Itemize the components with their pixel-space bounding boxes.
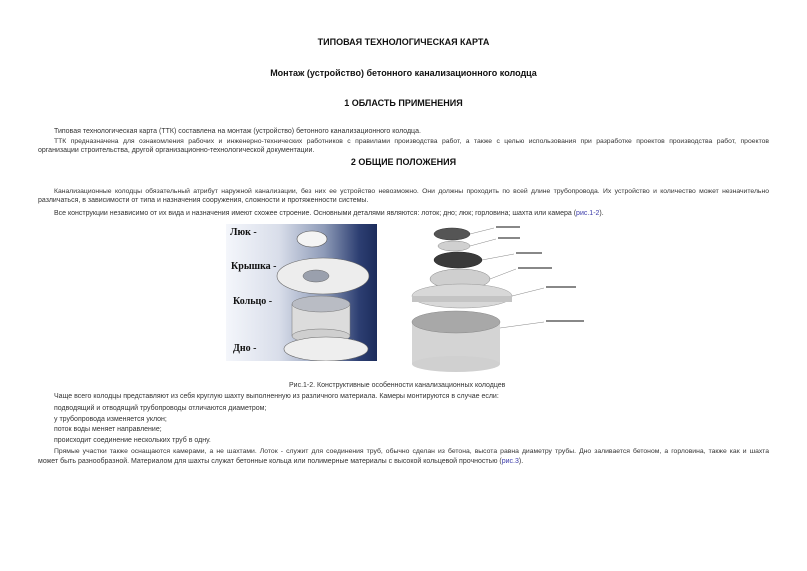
section-2-paragraph-2 <box>54 209 604 218</box>
manhole-frame-shape <box>438 241 470 251</box>
label-bottom: Дно - <box>233 343 257 354</box>
paragraph-text: может быть разнообразной. Материалом для шахты служат бетонные кольца или полимерные материалы с высокой кольцевой прочностью ( <box>38 458 502 465</box>
figure-1-2-link[interactable]: рис.1-2 <box>576 210 600 217</box>
document-title: ТИПОВАЯ ТЕХНОЛОГИЧЕСКАЯ КАРТА <box>317 37 490 47</box>
section-1-paragraph-2-cont: организации строительства, другой организационно-технологической документации. <box>38 147 315 154</box>
well-parts-illustration <box>226 224 377 361</box>
callout-label-marks <box>496 226 584 322</box>
bottom-slab-shape <box>284 337 368 361</box>
document-subtitle: Монтаж (устройство) бетонного канализационного колодца <box>270 68 537 78</box>
label-hatch: Люк - <box>230 227 257 238</box>
paragraph-end: ). <box>518 458 524 465</box>
list-item: у трубопровода изменяется уклон; <box>54 416 167 423</box>
manhole-cover-shape <box>434 228 470 240</box>
slab-edge-shape <box>412 296 512 302</box>
section-2-paragraph-3: Чаще всего колодцы представляют из себя круглую шахту выполненную из различного материала. Камеры монтируются в случае если: <box>54 393 499 400</box>
cover-opening-shape <box>303 270 329 282</box>
section-2-paragraph-4-cont <box>38 457 523 466</box>
section-1-paragraph-1: Типовая технологическая карта (ТТК) составлена на монтаж (устройство) бетонного канализационного колодца. <box>54 128 421 135</box>
ring-top-shape <box>292 296 350 312</box>
list-item: подводящий и отводящий трубопроводы отличаются диаметром; <box>54 405 267 412</box>
label-ring: Кольцо - <box>233 296 273 307</box>
section-2-paragraph-1: Канализационные колодцы обязательный атрибут наружной канализации, без них ее устройство невозможно. Они должны проходить по всей длине трубопровода. Их устройство и количество может незначительно <box>54 188 769 195</box>
list-item: поток воды меняет направление; <box>54 426 162 433</box>
section-2-heading: 2 ОБЩИЕ ПОЛОЖЕНИЯ <box>350 157 457 167</box>
hatch-shape <box>297 231 327 247</box>
section-1-heading: 1 ОБЛАСТЬ ПРИМЕНЕНИЯ <box>344 98 463 108</box>
well-parts-figure <box>226 224 377 361</box>
label-cover: Крышка - <box>231 261 277 272</box>
paragraph-text: Все конструкции независимо от их вида и назначения имеют схожее строение. Основными деталями являются: лоток; дно; люк; горловина; шахта или камера ( <box>54 210 577 217</box>
paragraph-end: ). <box>599 210 604 217</box>
figure-caption: Рис.1-2. Конструктивные особенности канализационных колодцев <box>289 382 506 389</box>
section-2-paragraph-1-cont: различаться, в зависимости от типа и назначения сооружения, сложности и протяженности системы. <box>38 197 369 204</box>
list-item: происходит соединение нескольких труб в одну. <box>54 437 211 444</box>
ring-base-shape <box>412 356 500 372</box>
support-ring-shape <box>434 252 482 268</box>
figure-3-link[interactable]: рис.3 <box>501 458 519 465</box>
well-components-illustration <box>404 224 588 374</box>
section-1-paragraph-2: ТТК предназначена для ознакомления рабочих и инженерно-технических работников с правилами производства работ, а также с целью использования при разработке проектов производства работ, проектов <box>54 138 769 145</box>
well-components-figure <box>404 224 588 374</box>
ring-top-rim-shape <box>412 311 500 333</box>
section-2-paragraph-4: Прямые участки также оснащаются камерами, а не шахтами. Лоток - служит для соединения труб, обычно сделан из бетона, высота равна диаметру трубы. Дно заливается бетоном, а горловина, также как и шахта <box>54 448 769 455</box>
